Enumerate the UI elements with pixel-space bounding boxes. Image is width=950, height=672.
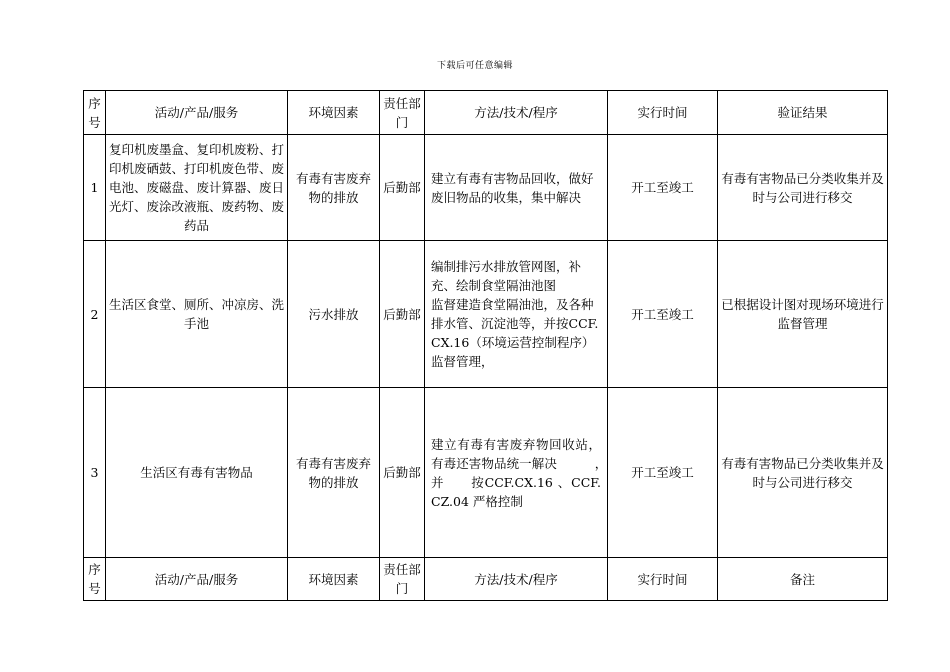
row-dept: 后勤部: [380, 241, 425, 388]
footer-cell-remark: 备注: [718, 558, 888, 601]
footer-cell-activity: 活动/产品/服务: [106, 558, 288, 601]
header-cell-method: 方法/技术/程序: [425, 91, 608, 135]
footer-cell-dept: 责任部门: [380, 558, 425, 601]
header-cell-no: 序号: [84, 91, 106, 135]
footer-cell-time: 实行时间: [608, 558, 718, 601]
row-method: [425, 135, 608, 241]
table-header-row: [84, 91, 888, 135]
header-cell-dept: 责任部门: [380, 91, 425, 135]
table-row: [84, 388, 888, 558]
row-result: 有毒有害物品已分类收集并及时与公司进行移交: [718, 135, 888, 241]
row-no: 3: [84, 388, 106, 558]
row-factor: 有毒有害废弃物的排放: [288, 135, 380, 241]
row-method: [425, 388, 639, 558]
header-cell-factor: 环境因素: [288, 91, 380, 135]
header-cell-activity: 活动/产品/服务: [106, 91, 288, 135]
environment-control-table: [83, 90, 888, 601]
method-line: 建立有毒有害废弃物回收站，有毒还害物品统一解决 ， 并 按CCF.CX.16 、CCF.CZ.04 严格控制: [431, 436, 639, 509]
row-time: 开工至竣工: [608, 241, 718, 388]
table-row: [84, 135, 888, 241]
method-line: 监督建造食堂隔油池，及各种排水管、沉淀池等，并按CCF.CX.16（环境运营控制程序）监督管理，: [431, 297, 599, 369]
footer-cell-method: 方法/技术/程序: [425, 558, 608, 601]
row-activity: 复印机废墨盒、复印机废粉、打印机废硒鼓、打印机废色带、废电池、废磁盘、废计算器、废日光灯、废涂改液瓶、废药物、废药品: [106, 135, 288, 241]
method-line: 编制排污水排放管网图，补充、绘制食堂隔油池图: [431, 259, 582, 293]
row-time: 开工至竣工: [608, 135, 718, 241]
row-no: 2: [84, 241, 106, 388]
header-cell-result: 验证结果: [718, 91, 888, 135]
row-result: 有毒有害物品已分类收集并及时与公司进行移交: [718, 388, 888, 558]
row-time: 开工至竣工: [608, 388, 718, 558]
footer-cell-factor: 环境因素: [288, 558, 380, 601]
row-factor: 污水排放: [288, 241, 380, 388]
row-no: 1: [84, 135, 106, 241]
row-dept: 后勤部: [380, 388, 425, 558]
row-activity: 生活区食堂、厕所、冲凉房、洗手池: [106, 241, 288, 388]
table-footer-header-row: [84, 558, 888, 601]
method-line: 建立有毒有害物品回收，做好废旧物品的收集，集中解决: [431, 170, 594, 205]
header-cell-time: 实行时间: [608, 91, 718, 135]
header-note: 下载后可任意编辑: [436, 61, 513, 71]
footer-cell-no: 序号: [84, 558, 106, 601]
row-method: [425, 241, 608, 388]
row-dept: 后勤部: [380, 135, 425, 241]
row-activity: 生活区有毒有害物品: [106, 388, 288, 558]
row-factor: 有毒有害废弃物的排放: [288, 388, 380, 558]
row-result: 已根据设计图对现场环境进行监督管理: [718, 241, 888, 388]
table-row: [84, 241, 888, 388]
